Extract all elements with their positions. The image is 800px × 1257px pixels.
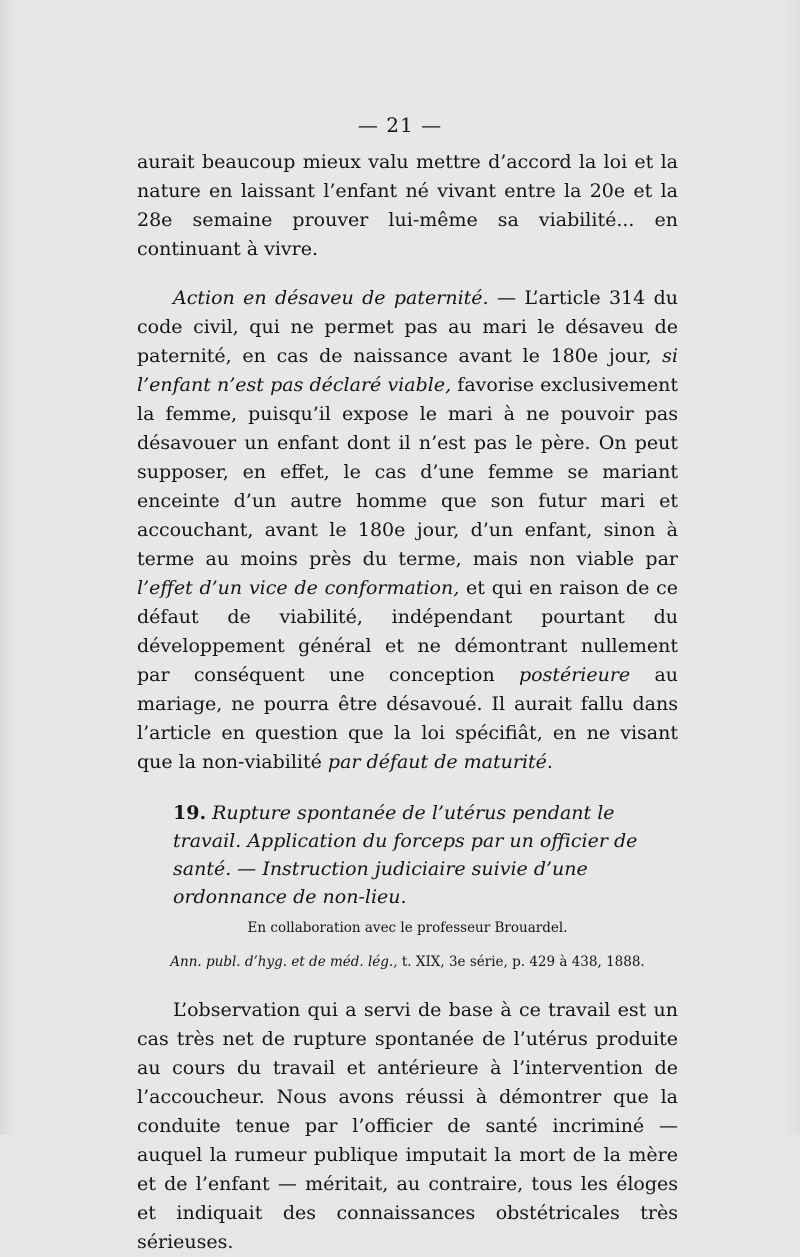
paragraph-2 [137,284,678,777]
publication-reference [137,953,678,971]
paragraph-2-italic-1: si l’enfant n’est pas déclaré viable, [137,345,678,396]
section-19 [137,799,678,971]
paragraph-3: L’observation qui a servi de base à ce travail est un cas très net de rupture spontanée de l’utérus produite au cours du travail et antérieure à l’intervention de l’accoucheur. Nous avons réussi à démontrer que la conduite tenue par l’officier de santé incriminé — auquel la rumeur publique imputait la mort de la mère et de l’enfant — méritait, au contraire, tous les éloges et indiquait des connaissances obstétricales très sérieuses. [137,999,678,1253]
paragraph-2-text-3: et qui en raison de ce défaut de viabilité, indépendant pourtant du développement général et ne démontrant nullement par conséquent une conception [137,577,679,686]
paragraph-2-italic-4: par défaut de maturité. [327,751,553,773]
page-content [137,148,678,1257]
section-title: Rupture spontanée de l’utérus pendant le travail. Application du forceps par un officier de santé. — Instruction judiciaire suivie d’une ordonnance de non-lieu. [173,802,638,908]
paragraph-2-italic-3: postérieure [518,664,631,686]
page-number: — 21 — [357,113,443,137]
paragraph-1: aurait beaucoup mieux valu mettre d’accord la loi et la nature en laissant l’enfant né vivant entre la 20e et la 28e semaine prouver lui-même sa viabilité... en continuant à vivre. [137,151,678,260]
reference-source: Ann. publ. d’hyg. et de méd. lég., [170,954,398,970]
section-number: 19. [173,802,207,824]
reference-details: t. XIX, 3e série, p. 429 à 438, 1888. [397,954,645,970]
paragraph-2-text-4: au mariage, ne pourra être désavoué. Il aurait fallu dans l’article en question que la loi spécifiât, en ne visant que la non-viabilité [137,664,679,773]
paragraph-2-text-2: favorise exclusivement la femme, puisqu’il expose le mari à ne pouvoir pas désavouer un enfant dont il n’est pas le père. On peut supposer, en effet, le cas d’une femme se mariant enceinte d’un autre homme que son futur mari et accouchant, avant le 180e jour, d’un enfant, sinon à terme au moins près du terme, mais non viable par [137,374,678,570]
section-heading [137,799,678,911]
paragraph-2-italic-2: l’effet d’un vice de conformation, [137,577,460,599]
paragraph-2-text-1: — L’article 314 du code civil, qui ne permet pas au mari le désaveu de paternité, en cas de naissance avant le 180e jour, [137,287,679,367]
paragraph-2-lead-italic: Action en désaveu de paternité. [173,287,489,309]
collaboration-note: En collaboration avec le professeur Brouardel. [247,920,568,936]
